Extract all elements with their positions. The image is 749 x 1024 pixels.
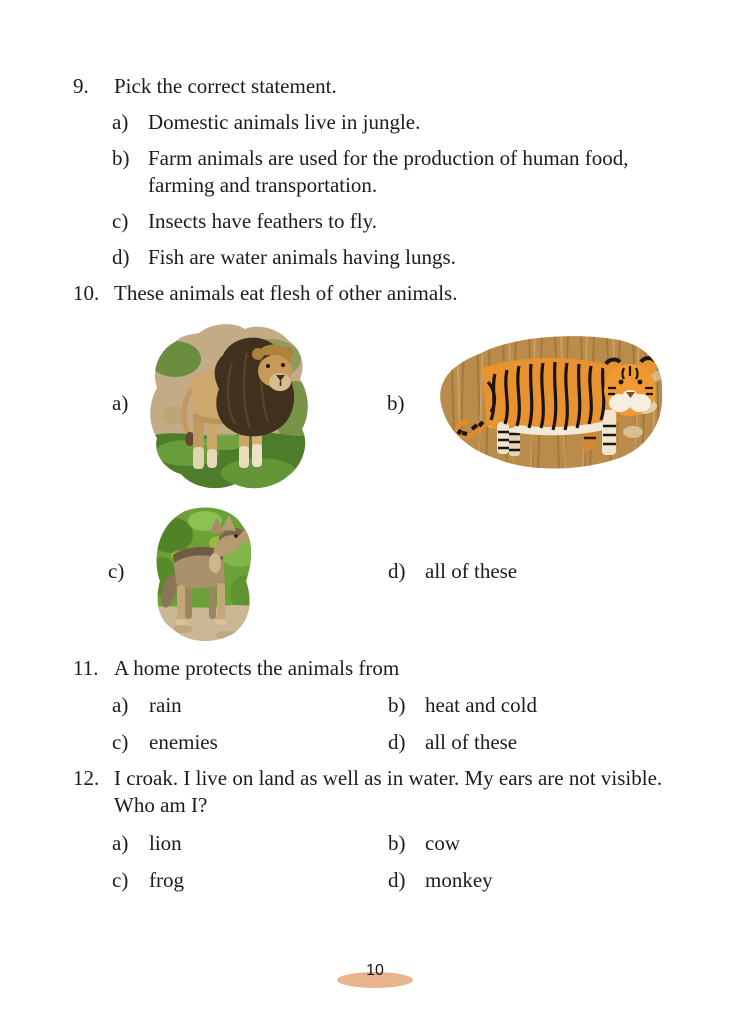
option xyxy=(112,867,388,894)
option-text: Farm animals are used for the production of human food, farming and transportation. xyxy=(148,146,629,197)
wolf-photo xyxy=(143,503,268,645)
option-row xyxy=(112,867,703,894)
question-10 xyxy=(73,280,703,307)
option-marker: d) xyxy=(112,245,130,269)
option-row xyxy=(112,244,703,271)
question-9 xyxy=(73,73,703,271)
question-number: 11. xyxy=(73,656,99,680)
option-row xyxy=(112,109,703,136)
option-text: all of these xyxy=(425,730,518,754)
question-text: A home protects the animals from xyxy=(114,656,400,680)
option-marker: d) xyxy=(388,868,406,892)
lion-photo xyxy=(147,321,309,492)
question-12 xyxy=(73,765,703,894)
option xyxy=(388,729,664,756)
option-text: Domestic animals live in jungle. xyxy=(148,110,421,134)
option-marker: c) xyxy=(112,209,129,233)
option-row xyxy=(112,729,703,756)
question-text: I croak. I live on land as well as in water. My ears are not visible. Who am I? xyxy=(114,766,663,817)
option xyxy=(112,692,388,719)
option-text: Insects have feathers to fly. xyxy=(148,209,377,233)
option-marker: a) xyxy=(112,110,129,134)
option-text: Fish are water animals having lungs. xyxy=(148,245,456,269)
option-marker: c) xyxy=(112,868,129,892)
option-marker: a) xyxy=(112,391,129,415)
option-marker: d) xyxy=(388,559,406,583)
option-text: monkey xyxy=(425,868,493,892)
option-text: heat and cold xyxy=(425,693,537,717)
option-row xyxy=(112,830,703,857)
option-marker: a) xyxy=(112,693,129,717)
option xyxy=(388,692,664,719)
page-number: 10 xyxy=(366,962,384,979)
option-row xyxy=(112,145,703,199)
question-11 xyxy=(73,655,703,756)
option-text: frog xyxy=(149,868,184,892)
option-marker: b) xyxy=(388,831,406,855)
option-row xyxy=(112,208,703,235)
question-text: These animals eat flesh of other animals. xyxy=(114,281,458,305)
question-10-line xyxy=(73,280,703,307)
option xyxy=(388,867,664,894)
option xyxy=(388,830,664,857)
option-marker: b) xyxy=(112,146,130,170)
option-text: cow xyxy=(425,831,460,855)
option-marker: a) xyxy=(112,831,129,855)
option-text: enemies xyxy=(149,730,218,754)
option-marker: c) xyxy=(112,730,129,754)
question-12-line xyxy=(73,765,703,819)
option-marker: d) xyxy=(388,730,406,754)
option-marker: c) xyxy=(108,559,125,583)
question-number: 10. xyxy=(73,281,100,305)
option xyxy=(112,729,388,756)
question-number: 9. xyxy=(73,74,89,98)
question-number: 12. xyxy=(73,766,100,790)
option-text: lion xyxy=(149,831,182,855)
option-text: all of these xyxy=(425,559,518,583)
tiger-photo xyxy=(427,330,667,476)
option-marker: b) xyxy=(388,693,406,717)
option-text: rain xyxy=(149,693,182,717)
option-row xyxy=(112,692,703,719)
question-11-line xyxy=(73,655,703,682)
question-9-line xyxy=(73,73,703,100)
question-text: Pick the correct statement. xyxy=(114,74,337,98)
option-marker: b) xyxy=(387,391,405,415)
option xyxy=(112,830,388,857)
